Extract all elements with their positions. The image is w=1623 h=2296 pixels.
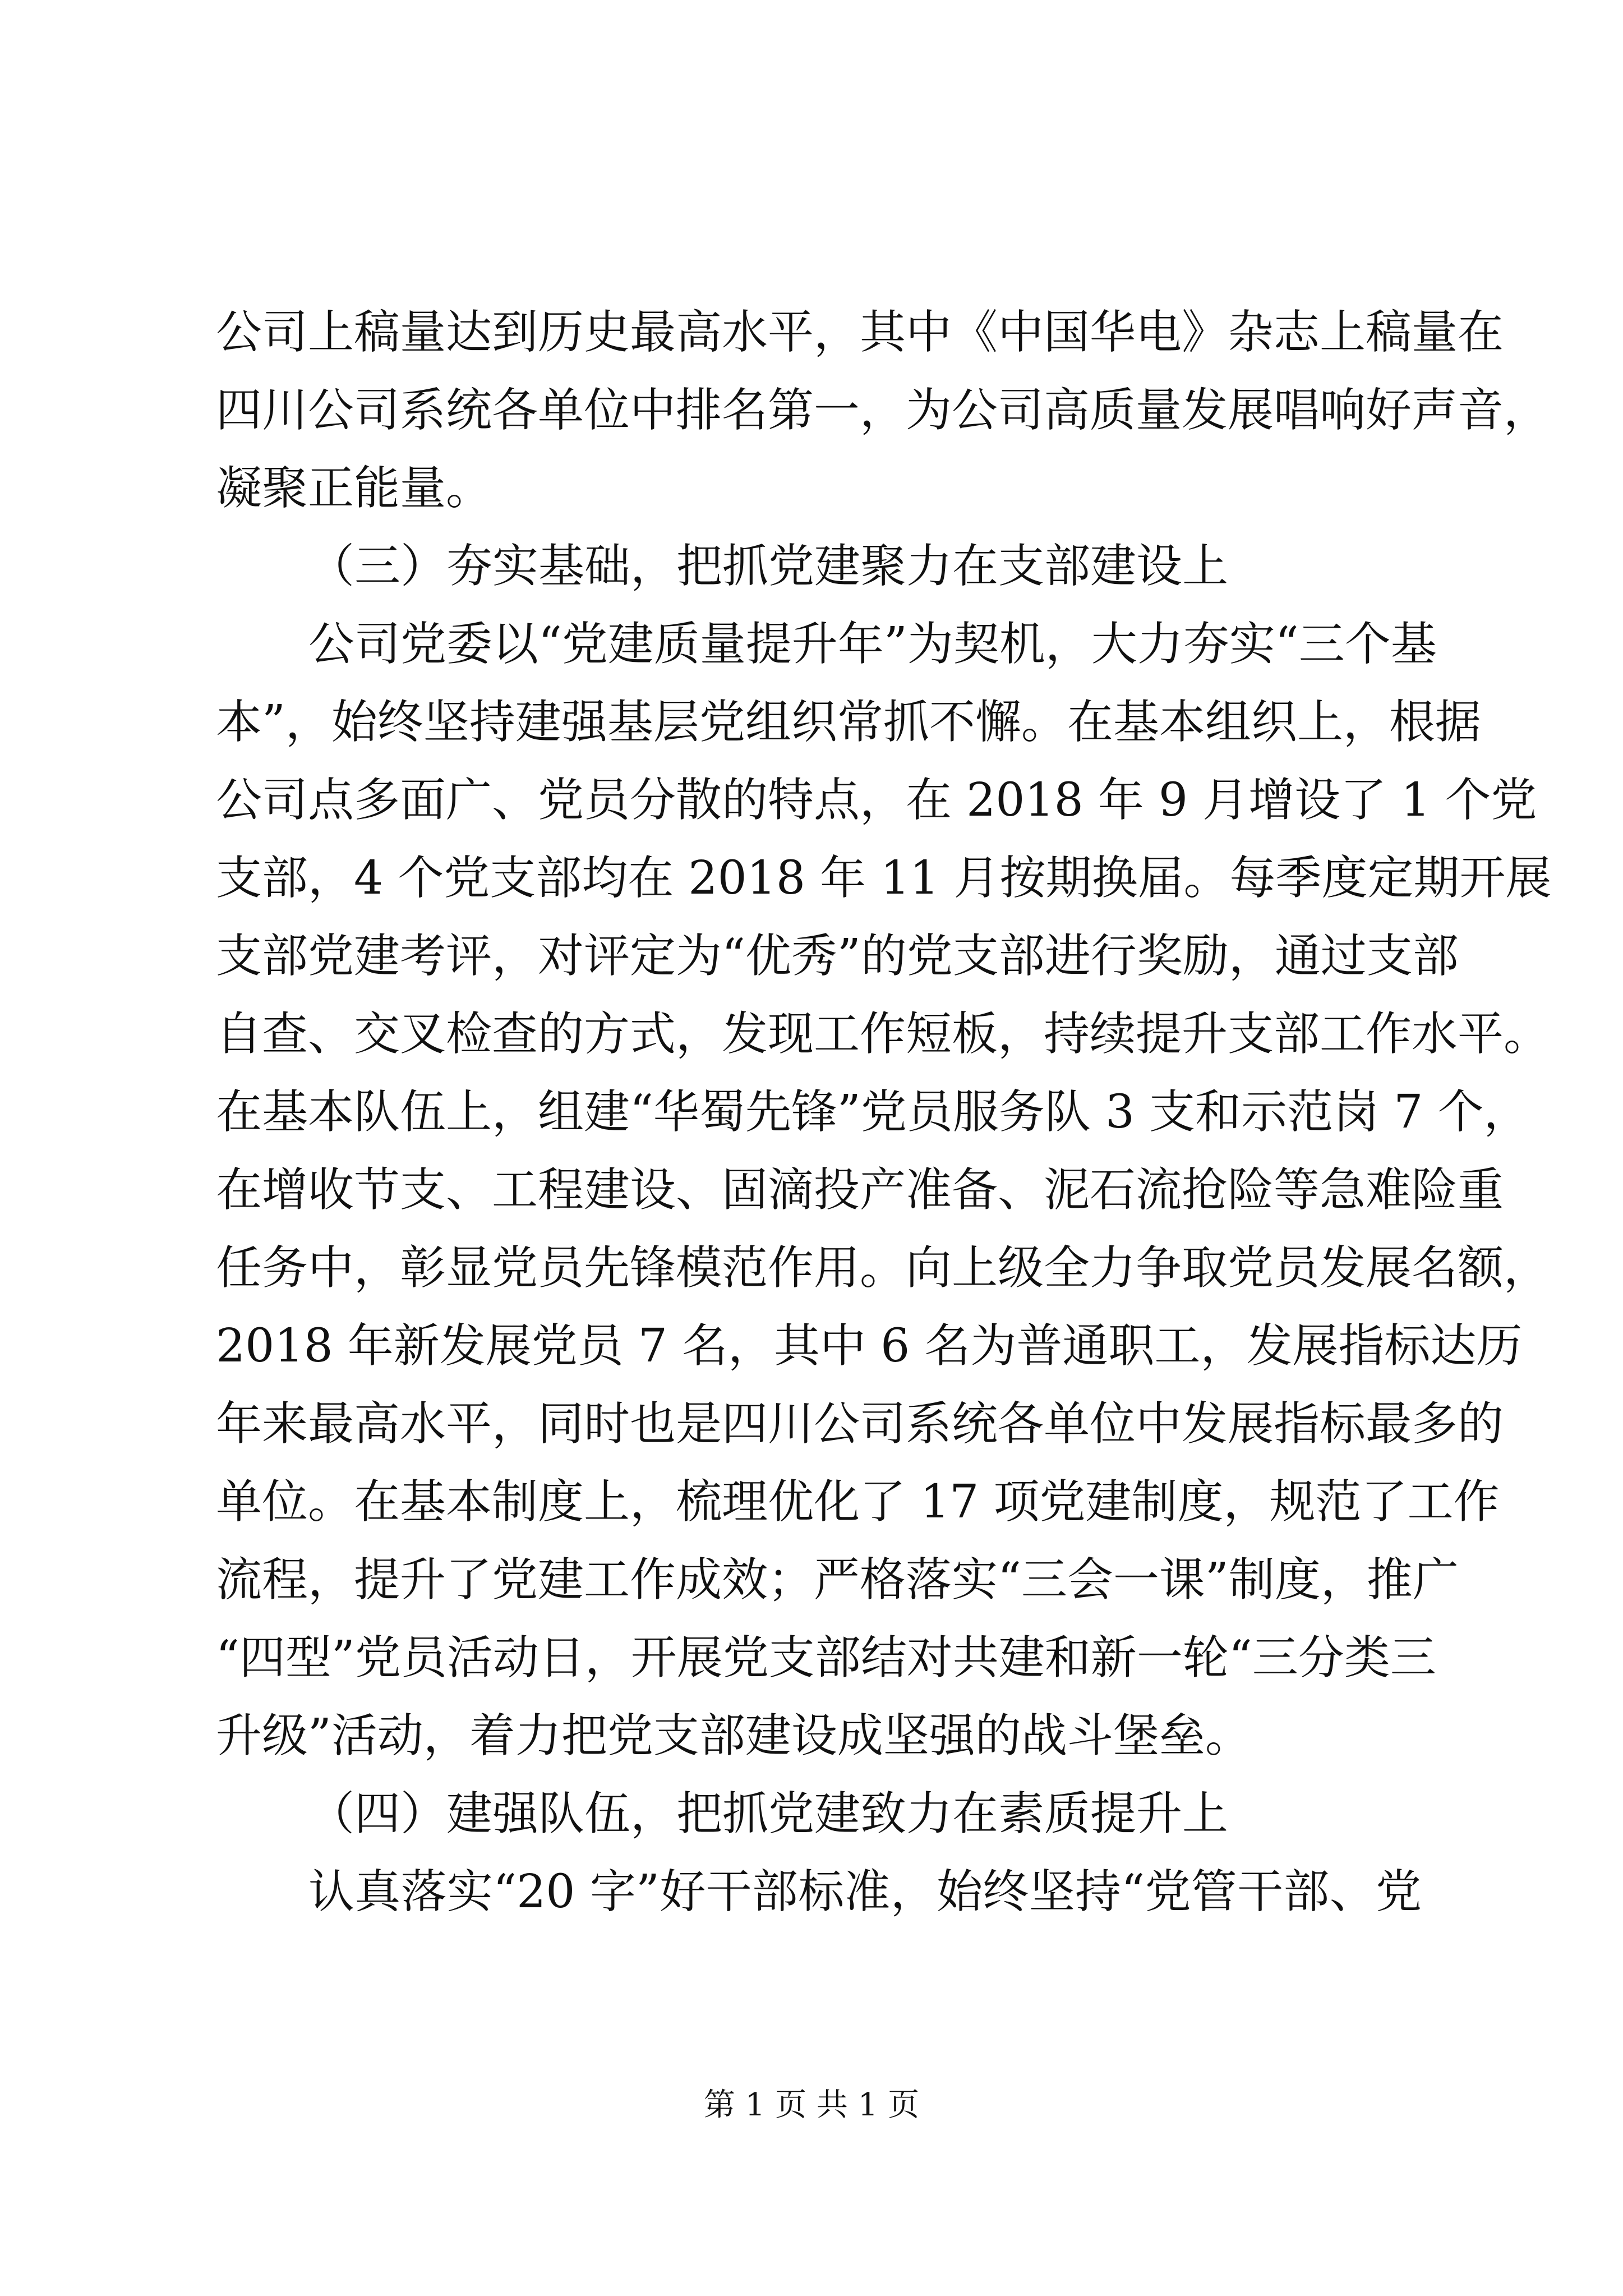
text-line-9: 支部党建考评，对评定为“优秀”的党支部进行奖励，通过支部 [216, 930, 1459, 983]
text-line-10: 自查、交叉检查的方式，发现工作短板，持续提升支部工作水平。 [216, 1007, 1550, 1061]
page-number-footer: 第 1 页 共 1 页 [703, 2087, 920, 2123]
text-line-5: 公司党委以“党建质量提升年”为契机，大力夯实“三个基 [308, 618, 1437, 671]
text-line-1: 公司上稿量达到历史最高水平，其中《中国华电》杂志上稿量在 [216, 306, 1504, 359]
text-line-3: 凝聚正能量。 [216, 462, 492, 515]
text-line-2: 四川公司系统各单位中排名第一，为公司高质量发展唱响好声音， [216, 384, 1550, 437]
text-line-17: 流程，提升了党建工作成效；严格落实“三会一课”制度，推广 [216, 1553, 1459, 1607]
text-line-8: 支部，4 个党支部均在 2018 年 11 月按期换届。每季度定期开展 [216, 852, 1552, 905]
section-heading-3: （三）夯实基础，把抓党建聚力在支部建设上 [308, 540, 1229, 593]
text-line-18: “四型”党员活动日，开展党支部结对共建和新一轮“三分类三 [216, 1631, 1436, 1685]
section-heading-4: （四）建强队伍，把抓党建致力在素质提升上 [308, 1787, 1229, 1841]
text-line-7: 公司点多面广、党员分散的特点，在 2018 年 9 月增设了 1 个党 [216, 774, 1537, 827]
text-line-12: 在增收节支、工程建设、固滴投产准备、泥石流抢险等急难险重 [216, 1163, 1504, 1217]
text-line-6: 本”，始终坚持建强基层党组织常抓不懈。在基本组织上，根据 [216, 696, 1481, 749]
text-line-19: 升级”活动，着力把党支部建设成坚强的战斗堡垒。 [216, 1709, 1251, 1763]
text-line-13: 任务中，彰显党员先锋模范作用。向上级全力争取党员发展名额， [216, 1241, 1550, 1295]
text-line-21: 认真落实“20 字”好干部标准，始终坚持“党管干部、党 [308, 1865, 1422, 1918]
text-line-15: 年来最高水平，同时也是四川公司系统各单位中发展指标最多的 [216, 1397, 1504, 1451]
text-line-16: 单位。在基本制度上，梳理优化了 17 项党建制度，规范了工作 [216, 1475, 1500, 1529]
text-line-14: 2018 年新发展党员 7 名，其中 6 名为普通职工，发展指标达历 [216, 1319, 1523, 1373]
text-line-11: 在基本队伍上，组建“华蜀先锋”党员服务队 3 支和示范岗 7 个， [216, 1085, 1530, 1139]
